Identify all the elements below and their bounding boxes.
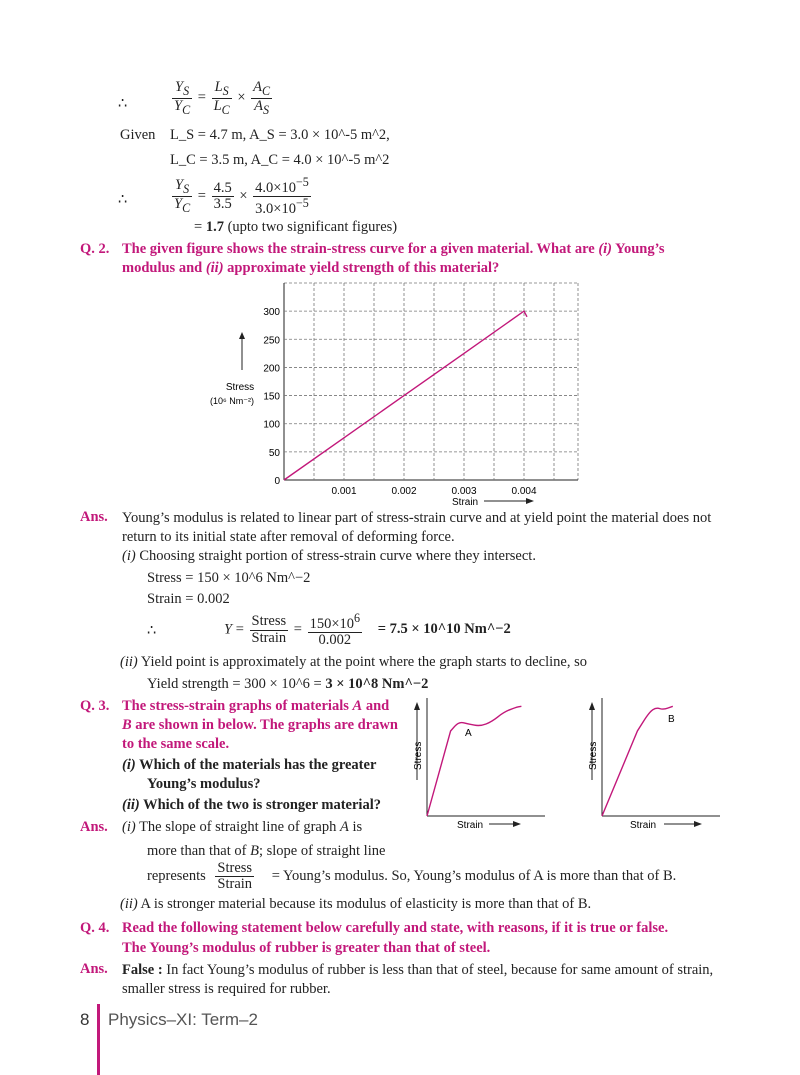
ans4-text: False : In fact Young’s modulus of rubber is less than that of steel, because for same amount of strain, smaller stress is required for rubber. (122, 962, 714, 997)
q4-label: Q. 4. (80, 920, 110, 936)
chart-ticks (263, 307, 537, 497)
q4-line-2: The Young’s modulus of rubber is greater than that of steel. (122, 940, 491, 956)
page-number: 8 (80, 1010, 90, 1029)
given-label: Given (120, 127, 156, 143)
ans3-i-line-1: (i) The slope of straight line of graph A is (122, 819, 363, 835)
therefore-symbol-3: ∴ (147, 623, 157, 639)
ans4-label: Ans. (80, 961, 108, 977)
ans3-i-line-2: more than that of B; slope of straight line (147, 843, 386, 859)
y-tick-label: 100 (263, 419, 280, 431)
x-axis-arrow-head (526, 498, 534, 504)
y-tick-label: 150 (263, 391, 280, 403)
q3-line-1: The stress-strain graphs of materials A and (122, 698, 390, 714)
x-tick-label: 0.001 (331, 486, 357, 497)
y-tick-label: 300 (263, 307, 280, 319)
q2-question-line-2: modulus and (ii) approximate yield strength of this material? (122, 260, 500, 276)
footer-divider (97, 1004, 100, 1075)
q3-sub-i-cont: Young’s modulus? (147, 776, 261, 792)
graph-b-x-label: Strain (630, 820, 657, 831)
q3-sub-ii: (ii) Which of the two is stronger material? (122, 797, 381, 813)
graph-a-x-label: Strain (457, 820, 484, 831)
yield-strength-line: Yield strength = 300 × 10^6 = 3 × 10^8 Nm^−2 (147, 676, 429, 692)
graph-a-y-label: Stress (413, 741, 424, 770)
graph-b-y-label: Stress (588, 741, 599, 770)
x-tick-label: 0.002 (391, 486, 417, 497)
ans3-label: Ans. (80, 819, 108, 835)
y-tick-label: 200 (263, 363, 280, 375)
given-line-2: L_C = 3.5 m, A_C = 4.0 × 10^-5 m^2 (170, 152, 390, 168)
y-tick-label: 50 (268, 447, 280, 459)
graph-b-curve-label: B (668, 714, 675, 725)
chart-grid (284, 283, 578, 480)
q3-sub-i: (i) Which of the materials has the greater (122, 757, 377, 773)
youngs-modulus-equation: Y = $\frac{\text{Stress}}{\text{Strain}}$ = $\frac{150\times 10^6}{0.002}$ = 7.5 × 10^10 Nm^−2 (224, 611, 511, 649)
graph-b (580, 690, 730, 838)
graph-b-strain-arrow-head (694, 821, 702, 827)
ans3-i-line-3: represents $\frac{\text{Stress}}{\text{Strain}}$ = Young’s modulus. So, Young’s modulus of A is more than that of B. (147, 860, 677, 893)
y-tick-label: 250 (263, 335, 280, 347)
x-axis-label: Strain (452, 497, 479, 508)
graph-b-stress-arrow-head (589, 702, 595, 710)
ans2-ii-line: (ii) Yield point is approximately at the point where the graph starts to decline, so (120, 654, 587, 670)
therefore-symbol-2: ∴ (118, 192, 128, 208)
ans2-i-line: (i) Choosing straight portion of stress-strain curve where they intersect. (122, 548, 536, 564)
y-axis-unit: (10⁶ Nm⁻²) (210, 396, 254, 406)
y-axis-label: Stress (225, 382, 255, 393)
strain-value: Strain = 0.002 (147, 591, 230, 607)
stress-value: Stress = 150 × 10^6 Nm^−2 (147, 570, 311, 586)
ans3-ii-line: (ii) A is stronger material because its modulus of elasticity is more than that of B. (120, 896, 592, 912)
q3-line-2: B are shown in below. The graphs are drawn (122, 717, 398, 733)
graph-a-curve (427, 706, 521, 816)
book-title: Physics–XI: Term–2 (108, 1010, 258, 1029)
graph-a-stress-arrow-head (414, 702, 420, 710)
stress-strain-chart (200, 275, 590, 510)
x-tick-label: 0.003 (451, 486, 477, 497)
given-line-1: L_S = 4.7 m, A_S = 3.0 × 10^-5 m^2, (170, 127, 390, 143)
ans2-label: Ans. (80, 509, 108, 525)
therefore-symbol: ∴ (118, 96, 128, 112)
q4-line-1: Read the following statement below carefully and state, with reasons, if it is true or false. (122, 920, 669, 936)
result-line: = 1.7 (upto two significant figures) (194, 219, 398, 235)
x-tick-label: 0.004 (511, 486, 537, 497)
y-tick-label: 0 (274, 476, 280, 487)
y-axis-arrow-head (239, 332, 245, 339)
q3-label: Q. 3. (80, 698, 110, 714)
graph-a-strain-arrow-head (513, 821, 521, 827)
graph-a-curve-label: A (465, 728, 472, 739)
substituted-equation: $\frac{Y_S}{Y_C}$ = $\frac{4.5}{3.5}$ × $\frac{4.0\times 10^{-5}}{3.0\times 10^{-5}}$ (174, 175, 309, 217)
ans2-intro: Young’s modulus is related to linear part of stress-strain curve and at yield point the material does not return to its initial state after removal of deforming force. (122, 510, 712, 545)
q2-label: Q. 2. (80, 241, 110, 257)
q3-line-3: to the same scale. (122, 736, 230, 752)
graph-b-curve (602, 706, 673, 816)
q2-question-line-1: The given figure shows the strain-stress curve for a given material. What are (i) Young’s (122, 241, 665, 257)
ratio-equation: $\frac{Y_S}{Y_C}$ = $\frac{L_S}{L_C}$ × $\frac{A_C}{A_S}$ (174, 79, 271, 117)
graph-a (405, 690, 555, 838)
